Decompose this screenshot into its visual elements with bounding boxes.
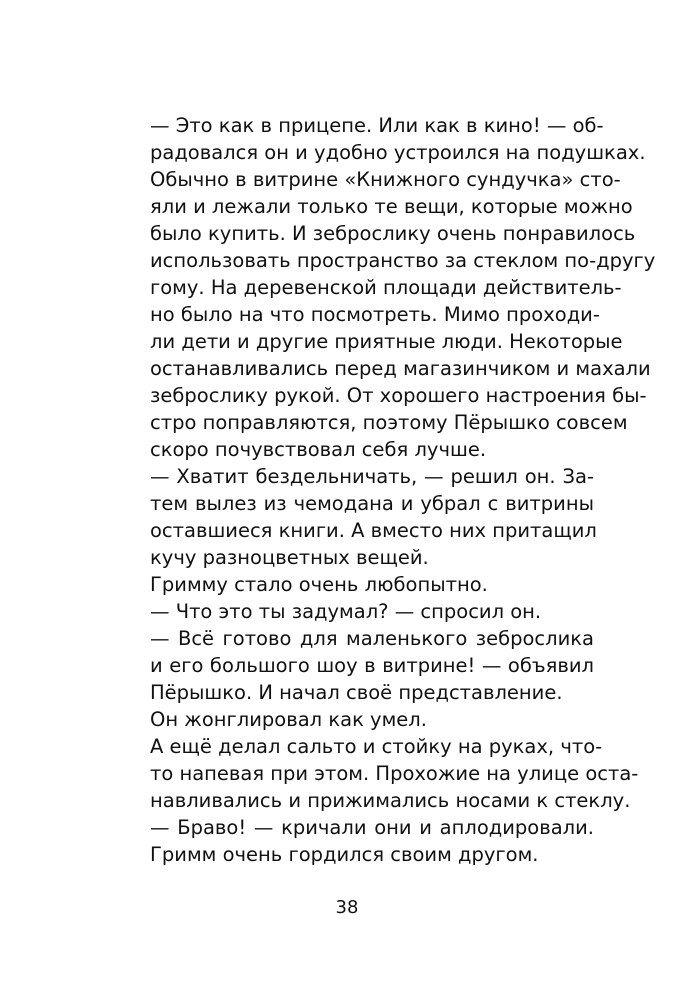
text-line: скоро почувствовал себя лучше. <box>150 438 487 461</box>
text-line: использовать пространство за стеклом по-другу <box>150 249 656 272</box>
text-line: тем вылез из чемодана и убрал с витрины <box>150 492 594 515</box>
text-line: гому. На деревенской площади действитель- <box>150 276 622 299</box>
text-line: навливались и прижимались носами к стеклу. <box>150 789 631 812</box>
text-line: Обычно в витрине «Книжного сундучка» сто- <box>150 168 621 191</box>
text-line: — Всё готово для маленького зеброслика <box>150 627 594 650</box>
page-number: 38 <box>335 897 359 918</box>
text-line: — Это как в прицепе. Или как в кино! — об- <box>150 114 604 137</box>
text-line: Гримму стало очень любопытно. <box>150 573 488 596</box>
text-line: радовался он и удобно устроился на подушках. <box>150 141 646 164</box>
text-line: то напевая при этом. Прохожие на улице оста- <box>150 762 639 785</box>
text-line: останавливались перед магазинчиком и махали <box>150 357 651 380</box>
text-line: и его большого шоу в витрине! — объявил <box>150 654 594 677</box>
text-line: зеброслику рукой. От хорошего настроения бы- <box>150 384 647 407</box>
text-line: было купить. И зеброслику очень понравилось <box>150 222 636 245</box>
text-line: — Хватит бездельничать, — решил он. За- <box>150 465 594 488</box>
text-line: стро поправляются, поэтому Пёрышко совсем <box>150 411 628 434</box>
text-line: А ещё делал сальто и стойку на руках, что- <box>150 735 603 758</box>
text-line: Он жонглировал как умел. <box>150 708 427 731</box>
text-line: ли дети и другие приятные люди. Некоторые <box>150 330 623 353</box>
text-line: но было на что посмотреть. Мимо проходи- <box>150 303 600 326</box>
text-line: — Что это ты задумал? — спросил он. <box>150 600 542 623</box>
text-line: — Браво! — кричали они и аплодировали. <box>150 816 594 839</box>
text-line: Пёрышко. И начал своё представление. <box>150 681 563 704</box>
text-line: кучу разноцветных вещей. <box>150 546 429 569</box>
text-line: оставшиеся книги. А вместо них притащил <box>150 519 597 542</box>
text-line: яли и лежали только те вещи, которые можно <box>150 195 633 218</box>
text-line: Гримм очень гордился своим другом. <box>150 843 539 866</box>
